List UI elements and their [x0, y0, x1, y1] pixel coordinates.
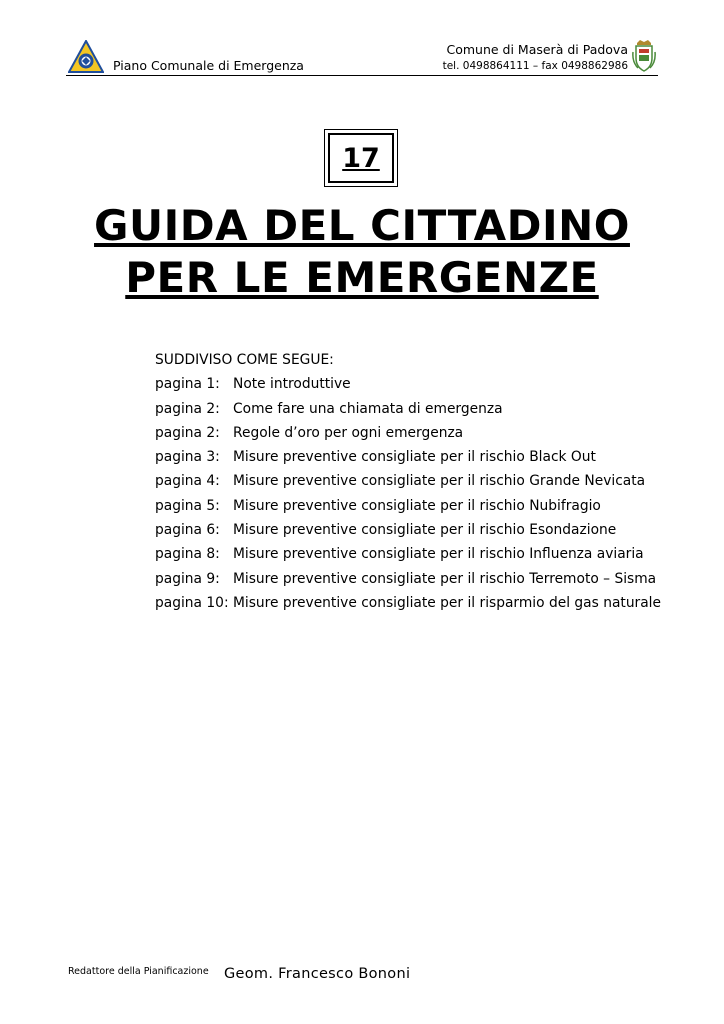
toc-item [155, 520, 661, 544]
toc-item-text: Misure preventive consigliate per il risparmio del gas naturale [233, 594, 662, 611]
header-divider [66, 75, 658, 76]
toc-item [155, 593, 661, 617]
chapter-number: 17 [328, 133, 394, 183]
footer-label: Redattore della Pianificazione [68, 966, 209, 977]
toc-page-ref: pagina 9: [155, 570, 220, 587]
footer-author: Geom. Francesco Bononi [224, 966, 411, 982]
civil-protection-logo-icon [68, 40, 104, 74]
header-contacts: tel. 0498864111 – fax 0498862986 [442, 60, 628, 72]
toc-item [155, 496, 661, 520]
toc-page-ref: pagina 2: [155, 400, 220, 417]
table-of-contents [155, 350, 661, 617]
header-plan-title: Piano Comunale di Emergenza [113, 58, 304, 73]
toc-item-text: Misure preventive consigliate per il rischio Terremoto – Sisma [233, 570, 657, 587]
toc-page-ref: pagina 5: [155, 497, 220, 514]
toc-page-ref: pagina 10: [155, 594, 229, 611]
toc-page-ref: pagina 2: [155, 424, 220, 441]
page-header [66, 40, 658, 76]
toc-item-text: Misure preventive consigliate per il rischio Nubifragio [233, 497, 601, 514]
toc-item [155, 423, 661, 447]
toc-item-text: Misure preventive consigliate per il rischio Grande Nevicata [233, 473, 646, 490]
toc-page-ref: pagina 6: [155, 522, 220, 539]
header-contact-block [443, 42, 628, 73]
title-line-1: GUIDA DEL CITTADINO [94, 201, 630, 250]
page-title [40, 200, 684, 304]
toc-heading: SUDDIVISO COME SEGUE: [155, 352, 334, 368]
toc-item [155, 569, 661, 593]
toc-item-text: Misure preventive consigliate per il rischio Esondazione [233, 522, 617, 539]
toc-item [155, 399, 661, 423]
toc-item [155, 471, 661, 495]
toc-item-text: Regole d’oro per ogni emergenza [233, 424, 464, 441]
toc-page-ref: pagina 8: [155, 546, 220, 563]
header-comune: Comune di Maserà di Padova [446, 42, 628, 57]
toc-item [155, 447, 661, 471]
toc-item-text: Come fare una chiamata di emergenza [233, 400, 503, 417]
toc-item-text: Note introduttive [233, 376, 351, 393]
chapter-number-box [324, 129, 398, 187]
toc-item [155, 544, 661, 568]
municipal-crest-icon [632, 40, 656, 72]
title-line-2: PER LE EMERGENZE [125, 253, 599, 302]
toc-page-ref: pagina 4: [155, 473, 220, 490]
toc-page-ref: pagina 3: [155, 449, 220, 466]
toc-item-text: Misure preventive consigliate per il rischio Black Out [233, 449, 596, 466]
toc-page-ref: pagina 1: [155, 376, 220, 393]
toc-item [155, 374, 661, 398]
toc-item-text: Misure preventive consigliate per il rischio Influenza aviaria [233, 546, 644, 563]
